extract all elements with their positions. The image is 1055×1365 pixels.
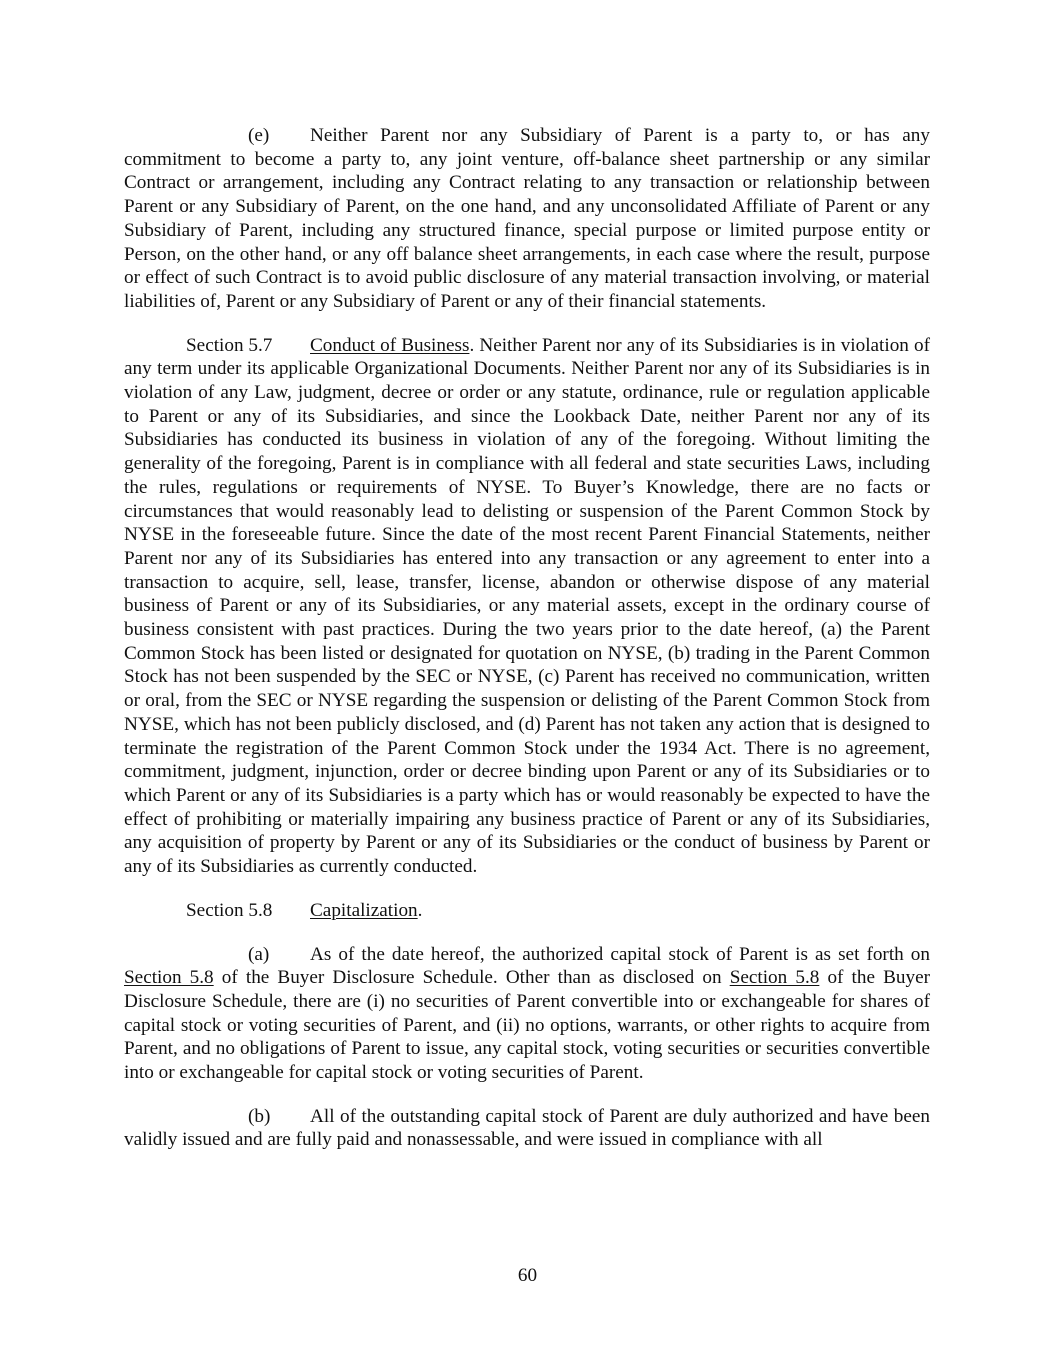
paragraph-a-text-2: of the Buyer Disclosure Schedule. Other than as disclosed on [213,967,730,989]
section-5-8-reference-1: Section 5.8 [124,967,214,989]
paragraph-e-text: Neither Parent nor any Subsidiary of Parent is a party to, or has any commitment to become a party to, any joint venture, off-balance sheet partnership or any similar Contract or arrangement, including any Contract relating to any transaction or relationship between Parent or any Subsidiary of Parent, on the one hand, and any unconsolidated Affiliate of Parent or any Subsidiary of Parent, including any structured finance, special purpose or limited purpose entity or Person, on the other hand, or any off balance sheet arrangements, in each case where the result, purpose or effect of such Contract is to avoid public disclosure of any material transaction involving, or material liabilities of, Parent or any Subsidiary of Parent or any of their financial statements. [124,125,930,312]
paragraph-b-label: (b) [248,1105,271,1127]
section-5-8-reference-2: Section 5.8 [729,967,820,989]
paragraph-a-label: (a) [248,943,270,965]
paragraph-a-text-1: As of the date hereof, the authorized capital stock of Parent is as set forth on [310,943,930,965]
section-5-7-heading-punct: . [469,334,475,356]
paragraph-a-text-3: of the Buyer Disclosure Schedule, there are (i) no securities of Parent convertible into or exchangeable for shares of capital stock or voting securities of Parent, and (ii) no options, warrants, or other rights to acquire from Parent, and no obligations of Parent to issue, any capital stock, voting securities or securities convertible into or exchangeable for capital stock or voting securities of Parent. [124,967,930,1084]
paragraph-e [124,124,930,314]
section-5-8-heading: Capitalization [310,899,418,921]
document-page [124,124,930,1172]
page-number: 60 [517,1265,538,1286]
section-5-8-heading-punct: . [417,899,423,921]
section-5-7 [124,334,930,879]
section-5-8 [124,899,930,923]
paragraph-b-text: All of the outstanding capital stock of Parent are duly authorized and have been validly issued and are fully paid and nonassessable, and were issued in compliance with all [124,1105,930,1151]
paragraph-e-label: (e) [248,125,270,146]
paragraph-b [124,1105,930,1152]
section-5-7-number: Section 5.7 [186,334,273,356]
paragraph-a [124,943,930,1085]
section-5-7-heading: Conduct of Business [310,334,470,356]
section-5-8-number: Section 5.8 [186,899,273,921]
section-5-7-text: Neither Parent nor any of its Subsidiaries is in violation of any term under its applicable Organizational Documents. Neither Parent nor any of its Subsidiaries is in violation of any Law, judgment, decree or order or any statute, ordinance, rule or regulation applicable to Parent or any of its Subsidiaries, and since the Lookback Date, neither Parent nor any of its Subsidiaries has conducted its business in violation of any of the foregoing. Without limiting the generality of the foregoing, Parent is in compliance with all federal and state securities Laws, including the rules, regulations or requirements of NYSE. To Buyer’s Knowledge, there are no facts or circumstances that would reasonably lead to delisting or suspension of the Parent Common Stock by NYSE in the foreseeable future. Since the date of the most recent Parent Financial Statements, neither Parent nor any of its Subsidiaries has entered into any transaction or any agreement to enter into a transaction to acquire, sell, lease, transfer, license, abandon or otherwise dispose of any material business of Parent or any of its Subsidiaries, or any material assets, except in the ordinary course of business consistent with past practices. During the two years prior to the date hereof, (a) the Parent Common Stock has been listed or designated for quotation on NYSE, (b) trading in the Parent Common Stock has not been suspended by the SEC or NYSE, (c) Parent has received no communication, written or oral, from the SEC or NYSE regarding the suspension or delisting of the Parent Common Stock from NYSE, which has not been publicly disclosed, and (d) Parent has not taken any action that is designed to terminate the registration of the Parent Common Stock under the 1934 Act. There is no agreement, commitment, judgment, injunction, order or decree binding upon Parent or any of its Subsidiaries or to which Parent or any of its Subsidiaries is a party which has or would reasonably be expected to have the effect of prohibiting or materially impairing any business practice of Parent or any of its Subsidiaries, any acquisition of property by Parent or any of its Subsidiaries or the conduct of business by Parent or any of its Subsidiaries as currently conducted. [124,334,930,878]
